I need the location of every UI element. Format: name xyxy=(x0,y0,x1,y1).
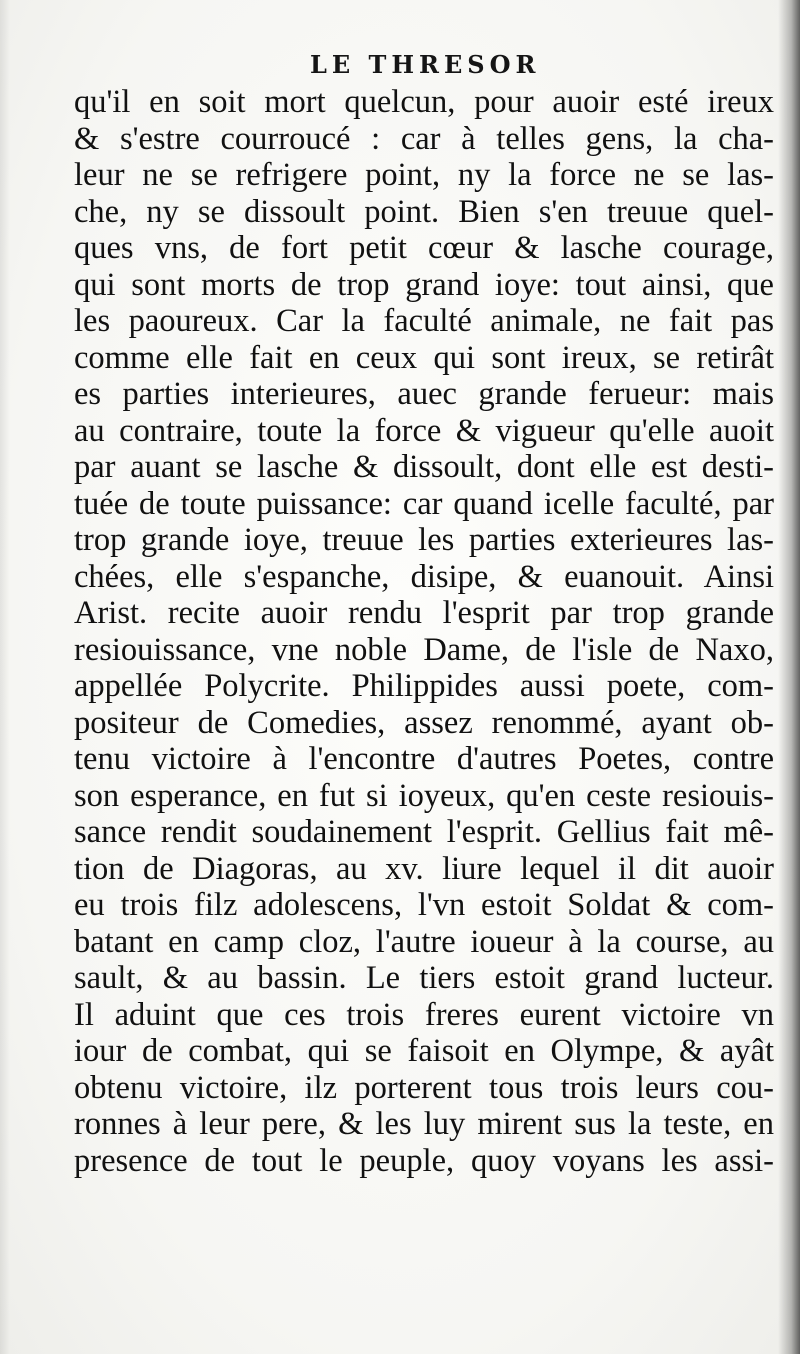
text-line: presence de tout le peuple, quoy voyans les assi- xyxy=(74,1142,774,1179)
text-line: tion de Diagoras, au xv. liure lequel il dit auoir xyxy=(74,850,774,887)
text-line: resiouissance, vne noble Dame, de l'isle de Naxo, xyxy=(74,631,774,668)
text-line: positeur de Comedies, assez renommé, ayant ob- xyxy=(74,704,774,741)
text-line: chées, elle s'espanche, disipe, & euanouit. Ainsi xyxy=(74,558,774,595)
text-line: eu trois filz adolescens, l'vn estoit Soldat & com- xyxy=(74,887,774,923)
text-line: appellée Polycrite. Philippides aussi poete, com- xyxy=(74,668,774,704)
text-line: au contraire, toute la force & vigueur qu'elle auoit xyxy=(74,412,774,449)
text-line: ronnes à leur pere, & les luy mirent sus la teste, en xyxy=(74,1106,774,1142)
text-line: ques vns, de fort petit cœur & lasche courage, xyxy=(74,230,774,266)
text-line: les paoureux. Car la faculté animale, ne fait pas xyxy=(74,303,774,339)
text-line: qu'il en soit mort quelcun, pour auoir esté ireux xyxy=(74,84,774,120)
text-line: leur ne se refrigere point, ny la force ne se las- xyxy=(74,157,774,193)
text-line: trop grande ioye, treuue les parties exterieures las- xyxy=(74,522,774,558)
text-line: tenu victoire à l'encontre d'autres Poetes, contre xyxy=(74,741,774,777)
text-line: sance rendit soudainement l'esprit. Gellius fait mê- xyxy=(74,814,774,850)
text-line: son esperance, en fut si ioyeux, qu'en ceste resiouis- xyxy=(74,777,774,814)
body-text xyxy=(74,84,774,1179)
text-line: batant en camp cloz, l'autre ioueur à la course, au xyxy=(74,923,774,960)
text-line: qui sont morts de trop grand ioye: tout ainsi, que xyxy=(74,266,774,303)
text-line: tuée de toute puissance: car quand icelle faculté, par xyxy=(74,485,774,522)
text-line: par auant se lasche & dissoult, dont elle est desti- xyxy=(74,449,774,485)
text-line: sault, & au bassin. Le tiers estoit grand lucteur. xyxy=(74,960,774,996)
text-line: obtenu victoire, ilz porterent tous trois leurs cou- xyxy=(74,1069,774,1106)
text-line: & s'estre courroucé : car à telles gens, la cha- xyxy=(74,120,774,157)
text-line: iour de combat, qui se faisoit en Olympe, & ayât xyxy=(74,1033,774,1069)
text-line: es parties interieures, auec grande ferueur: mais xyxy=(74,376,774,412)
text-line: Il aduint que ces trois freres eurent victoire vn xyxy=(74,996,774,1033)
page-left-edge xyxy=(0,0,10,1354)
text-line: Arist. recite auoir rendu l'esprit par trop grande xyxy=(74,595,774,631)
page-gutter-shadow xyxy=(778,0,800,1354)
text-line: che, ny se dissoult point. Bien s'en treuue quel- xyxy=(74,193,774,230)
text-line: comme elle fait en ceux qui sont ireux, se retirât xyxy=(74,339,774,376)
running-head: LE THRESOR xyxy=(310,50,541,79)
